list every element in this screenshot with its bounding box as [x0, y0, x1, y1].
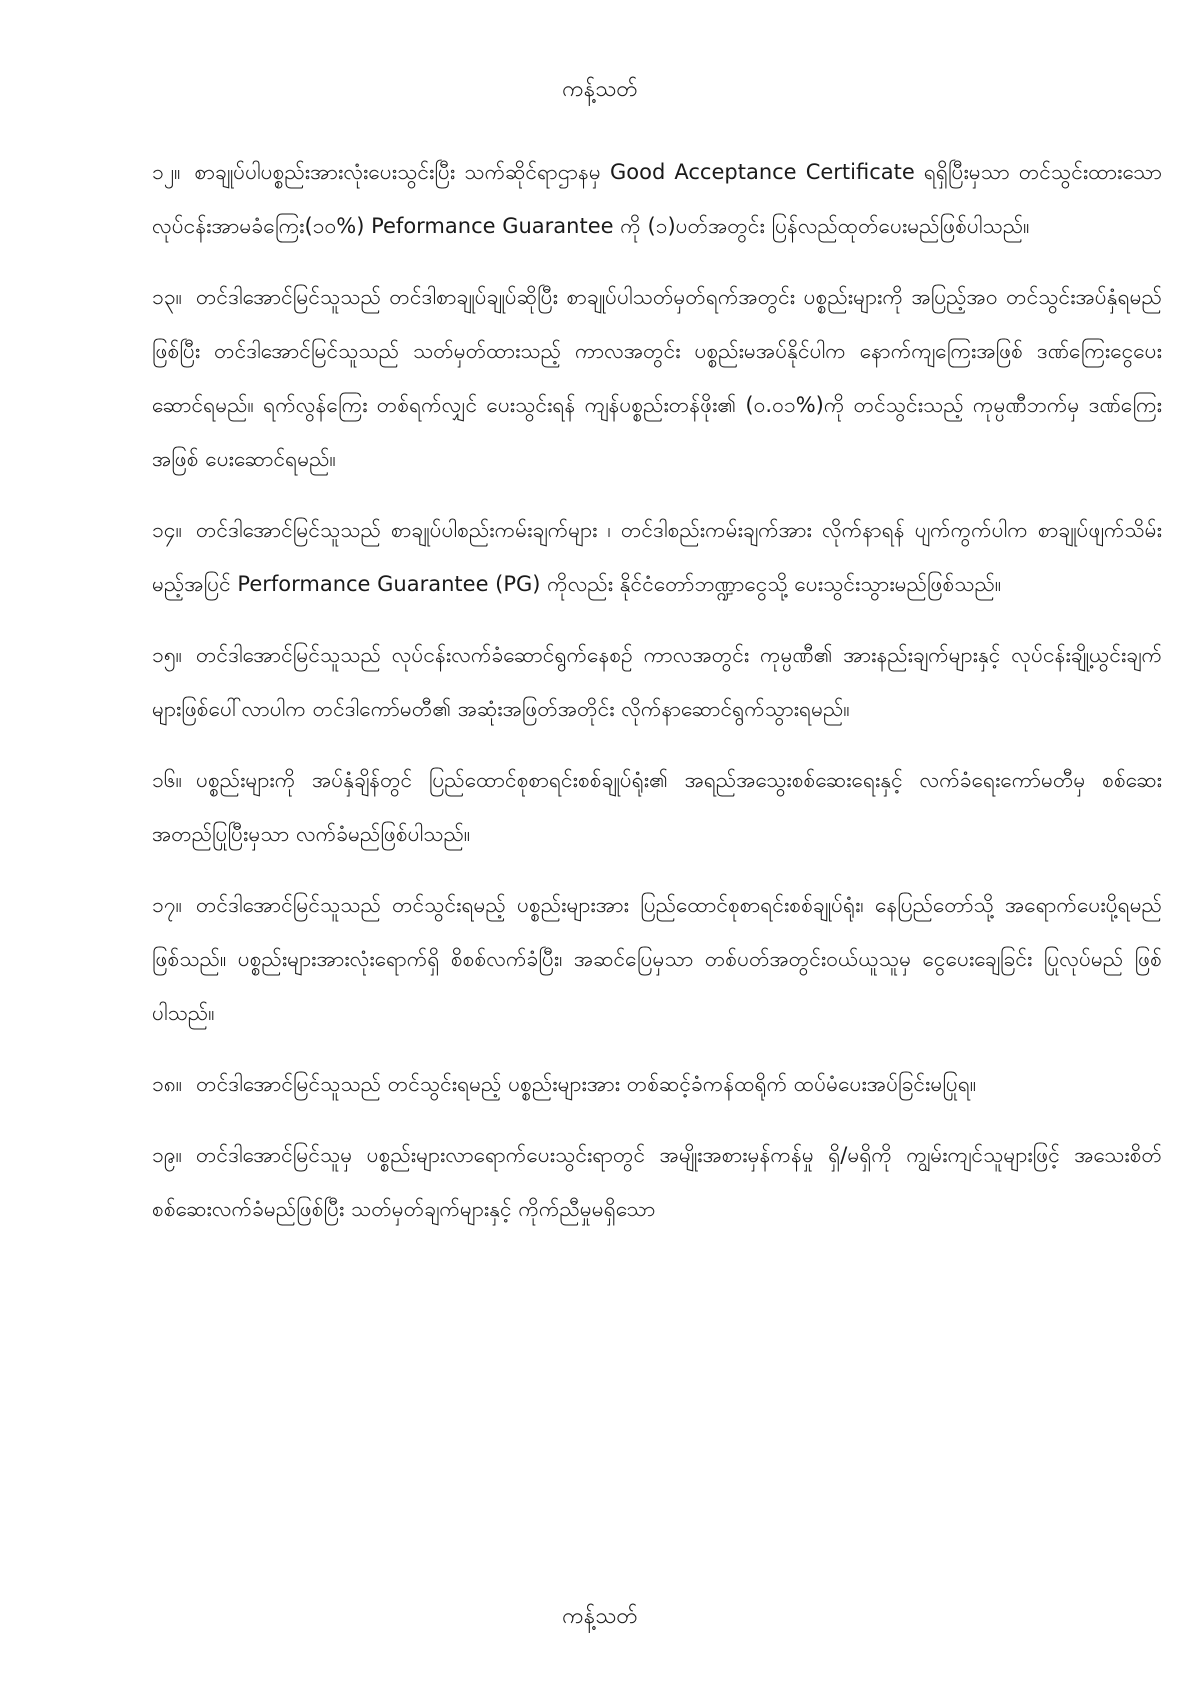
clause-text: တင်ဒါအောင်မြင်သူသည် တင်သွင်းရမည့် ပစ္စည်းများအား ပြည်ထောင်စုစာရင်းစစ်ချုပ်ရုံး၊ နေပြည်တော်သို့ အရောက်ပေးပို့ရမည်ဖြစ်သည်။ ပစ္စည်းများအားလုံးရောက်ရှိ စိစစ်လက်ခံပြီး၊ အဆင်ပြေမှသာ တစ်ပတ်အတွင်းဝယ်ယူသူမှ ငွေပေးချေခြင်း ပြုလုပ်မည် ဖြစ်ပါသည်။	[152, 893, 1162, 1025]
clause-text: တင်ဒါအောင်မြင်သူသည် တင်သွင်းရမည့် ပစ္စည်းများအား တစ်ဆင့်ခံကန်ထရိုက် ထပ်မံပေးအပ်ခြင်းမပြုရ။	[196, 1072, 977, 1096]
clause-14	[152, 503, 1162, 611]
clause-number: ၁၂။	[152, 160, 181, 184]
clause-13	[152, 270, 1162, 486]
clause-text: စာချုပ်ပါပစ္စည်းအားလုံးပေးသွင်းပြီး သက်ဆိုင်ရာဌာနမှ Good Acceptance Certificate ရရှိပြီးမှသာ တင်သွင်းထားသော လုပ်ငန်းအာမခံကြေး(၁၀%) Peformance Guarantee ကို (၁)ပတ်အတွင်း ပြန်လည်ထုတ်ပေးမည်ဖြစ်ပါသည်။	[152, 160, 1162, 238]
clause-15	[152, 628, 1162, 736]
clause-number: ၁၃။	[152, 285, 182, 309]
clause-text: တင်ဒါအောင်မြင်သူသည် တင်ဒါစာချုပ်ချုပ်ဆိုပြီး စာချုပ်ပါသတ်မှတ်ရက်အတွင်း ပစ္စည်းများကို အပြည့်အဝ တင်သွင်းအပ်နှံရမည်ဖြစ်ပြီး တင်ဒါအောင်မြင်သူသည် သတ်မှတ်ထားသည့် ကာလအတွင်း ပစ္စည်းမအပ်နိုင်ပါက နောက်ကျကြေးအဖြစ် ဒဏ်ကြေးငွေပေးဆောင်ရမည်။ ရက်လွန်ကြေး တစ်ရက်လျှင် ပေးသွင်းရန် ကျန်ပစ္စည်းတန်ဖိုး၏ (၀.၀၁%)ကို တင်သွင်းသည့် ကုမ္ပဏီဘက်မှ ဒဏ်ကြေးအဖြစ် ပေးဆောင်ရမည်။	[152, 285, 1162, 471]
document-body	[152, 145, 1162, 1250]
clause-12	[152, 145, 1162, 253]
classification-footer: ကန့်သတ်	[562, 1604, 638, 1629]
classification-header: ကန့်သတ်	[562, 77, 638, 102]
clause-19	[152, 1128, 1162, 1236]
clause-number: ၁၉။	[152, 1143, 182, 1167]
clause-16	[152, 753, 1162, 861]
clause-text: တင်ဒါအောင်မြင်သူသည် လုပ်ငန်းလက်ခံဆောင်ရွက်နေစဉ် ကာလအတွင်း ကုမ္ပဏီ၏ အားနည်းချက်များနှင့် လုပ်ငန်းချို့ယွင်းချက်များဖြစ်ပေါ်လာပါက တင်ဒါကော်မတီ၏ အဆုံးအဖြတ်အတိုင်း လိုက်နာဆောင်ရွက်သွားရမည်။	[152, 643, 1162, 721]
clause-text: ပစ္စည်းများကို အပ်နှံချိန်တွင် ပြည်ထောင်စုစာရင်းစစ်ချုပ်ရုံး၏ အရည်အသွေးစစ်ဆေးရေးနှင့် လက်ခံရေးကော်မတီမှ စစ်ဆေးအတည်ပြုပြီးမှသာ လက်ခံမည်ဖြစ်ပါသည်။	[152, 768, 1162, 846]
clause-number: ၁၄။	[152, 518, 182, 542]
clause-number: ၁၇။	[152, 893, 182, 917]
clause-text: တင်ဒါအောင်မြင်သူသည် စာချုပ်ပါစည်းကမ်းချက်များ ၊ တင်ဒါစည်းကမ်းချက်အား လိုက်နာရန် ပျက်ကွက်ပါက စာချုပ်ဖျက်သိမ်းမည့်အပြင် Performance Guarantee (PG) ကိုလည်း နိုင်ငံတော်ဘဏ္ဍာငွေသို့ ပေးသွင်းသွားမည်ဖြစ်သည်။	[152, 518, 1162, 596]
clause-number: ၁၈။	[152, 1072, 183, 1096]
clause-18	[152, 1057, 1162, 1111]
clause-number: ၁၅။	[152, 643, 182, 667]
clause-17	[152, 878, 1162, 1040]
clause-number: ၁၆။	[152, 768, 182, 792]
clause-text: တင်ဒါအောင်မြင်သူမှ ပစ္စည်းများလာရောက်ပေးသွင်းရာတွင် အမျိုးအစားမှန်ကန်မှု ရှိ/မရှိကို ကျွမ်းကျင်သူများဖြင့် အသေးစိတ်စစ်ဆေးလက်ခံမည်ဖြစ်ပြီး သတ်မှတ်ချက်များနှင့် ကိုက်ညီမှုမရှိသော	[152, 1143, 1162, 1221]
